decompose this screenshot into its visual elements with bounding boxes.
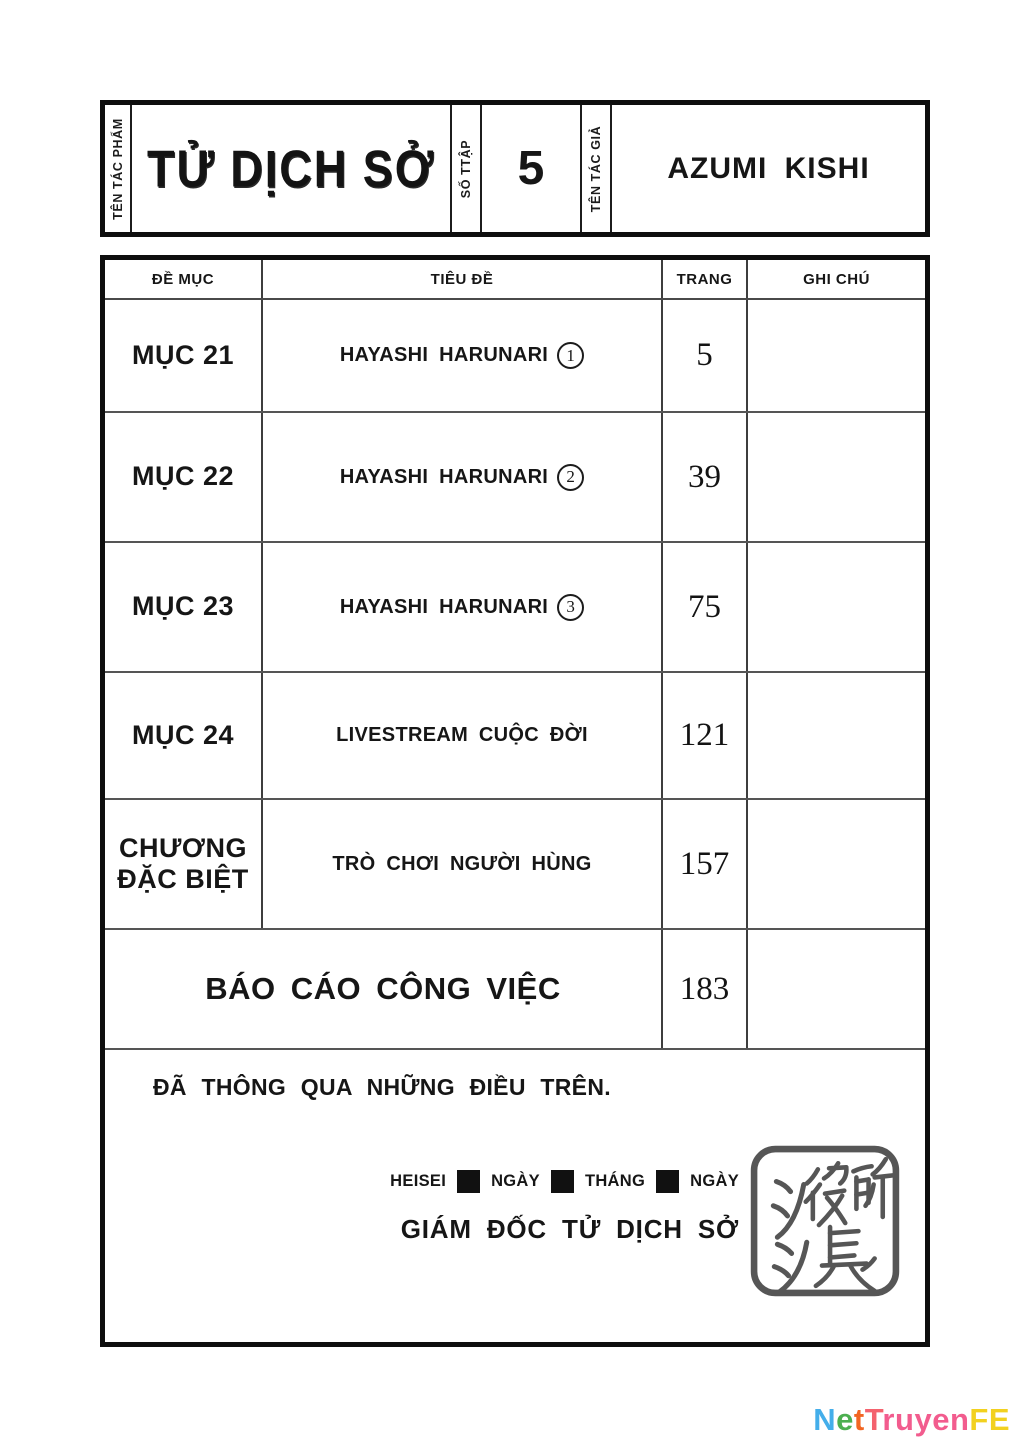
contents-table [100, 255, 930, 1347]
filled-square-icon [551, 1170, 574, 1193]
watermark-letter: t [853, 1402, 865, 1437]
row-section: MỤC 22 [105, 413, 263, 541]
row-page: 39 [663, 413, 748, 541]
report-title-cell [105, 930, 663, 1048]
approval-section [105, 1050, 925, 1342]
row-title: HAYASHI HARUNARI [339, 344, 549, 366]
column-header-page: TRANG [663, 260, 748, 298]
watermark-letter: u [895, 1402, 915, 1437]
volume-label: SỐ TTẬP [459, 139, 473, 198]
watermark-letter: E [988, 1402, 1010, 1437]
column-header-note: GHI CHÚ [803, 270, 870, 288]
watermark-letter: e [836, 1402, 854, 1437]
row-title-cell [263, 673, 663, 798]
day-word: NGÀY [491, 1172, 540, 1190]
report-title: BÁO CÁO CÔNG VIỆC [205, 971, 561, 1006]
row-title-cell [263, 800, 663, 928]
era-label: HEISEI [390, 1172, 447, 1190]
watermark-letter: y [914, 1402, 933, 1437]
circled-number-icon: 2 [557, 464, 584, 491]
site-watermark [813, 1402, 1010, 1438]
approval-statement: ĐÃ THÔNG QUA NHỮNG ĐIỀU TRÊN. [153, 1074, 611, 1100]
row-section: MỤC 21 [105, 300, 263, 411]
filled-square-icon [457, 1170, 480, 1193]
circled-number-icon: 1 [557, 342, 584, 369]
report-note [748, 930, 925, 1048]
watermark-letter: T [864, 1402, 883, 1437]
column-header-title: TIÊU ĐỀ [263, 260, 663, 298]
row-title: HAYASHI HARUNARI [339, 465, 549, 488]
author-name-cell [612, 105, 925, 232]
row-page: 121 [663, 673, 748, 798]
row-title-cell [263, 413, 663, 541]
column-header-section: ĐỀ MỤC [105, 260, 263, 298]
circled-number-icon: 3 [557, 594, 584, 621]
watermark-letter: e [932, 1402, 950, 1437]
row-page: 5 [663, 300, 748, 411]
table-row [105, 543, 925, 673]
volume-label-cell [452, 105, 482, 232]
watermark-letter: r [882, 1402, 895, 1437]
title-strip [100, 100, 930, 237]
watermark-letter: n [949, 1402, 970, 1437]
volume-number: 5 [517, 142, 545, 195]
date-line [390, 1170, 739, 1193]
row-page: 75 [663, 543, 748, 671]
filled-square-icon [656, 1170, 679, 1193]
row-note [748, 673, 925, 798]
day-word: NGÀY [690, 1172, 739, 1190]
table-row [105, 300, 925, 413]
row-title: LIVESTREAM CUỘC ĐỜI [336, 724, 588, 746]
row-title: HAYASHI HARUNARI [339, 595, 549, 618]
director-seal-stamp-icon [749, 1144, 901, 1298]
row-note [748, 413, 925, 541]
table-row [105, 673, 925, 800]
row-title-cell [263, 300, 663, 411]
watermark-letter: N [813, 1402, 837, 1437]
watermark-letter: F [969, 1402, 989, 1437]
row-section: CHƯƠNG ĐẶC BIỆT [105, 800, 263, 928]
row-section: MỤC 23 [105, 543, 263, 671]
row-note [748, 543, 925, 671]
row-page: 157 [663, 800, 748, 928]
report-row [105, 930, 925, 1050]
table-row [105, 413, 925, 543]
director-signature: GIÁM ĐỐC TỬ DỊCH SỞ [400, 1214, 739, 1244]
work-name-label: TÊN TÁC PHẨM [110, 117, 125, 220]
work-name-label-cell [105, 105, 132, 232]
row-section: MỤC 24 [105, 673, 263, 798]
series-title: TỬ DỊCH SỞ [146, 139, 436, 198]
author-label: TÊN TÁC GIẢ [589, 125, 603, 212]
month-word: THÁNG [584, 1172, 646, 1190]
row-title-cell [263, 543, 663, 671]
row-note [748, 800, 925, 928]
author-label-cell [582, 105, 612, 232]
table-row [105, 800, 925, 930]
row-note [748, 300, 925, 411]
row-title: TRÒ CHƠI NGƯỜI HÙNG [332, 852, 592, 875]
series-title-cell [132, 105, 452, 232]
volume-number-cell [482, 105, 582, 232]
author-name: AZUMI KISHI [667, 151, 870, 185]
table-header-row [105, 260, 925, 300]
report-page: 183 [663, 930, 748, 1048]
